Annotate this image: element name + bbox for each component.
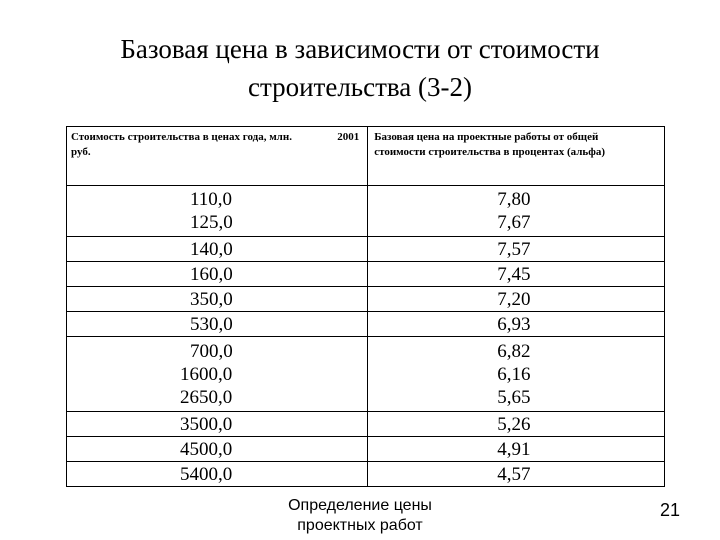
cost-cell bbox=[67, 186, 368, 237]
cost-cell: 160,0 bbox=[67, 262, 368, 287]
slide-title bbox=[0, 30, 720, 106]
cost-cell bbox=[67, 337, 368, 412]
cost-cell: 3500,0 bbox=[67, 412, 368, 437]
header-cost-cell bbox=[67, 127, 368, 186]
title-line-1: Базовая цена в зависимости от стоимости bbox=[120, 34, 600, 64]
cost-cell: 140,0 bbox=[67, 237, 368, 262]
footer-caption bbox=[250, 496, 470, 536]
cost-cell: 5400,0 bbox=[67, 462, 368, 487]
alpha-value: 6,16 bbox=[497, 363, 531, 385]
table-row bbox=[67, 462, 665, 487]
cost-cell: 350,0 bbox=[67, 287, 368, 312]
footer-line-1: Определение цены bbox=[288, 497, 432, 514]
table-row bbox=[67, 312, 665, 337]
alpha-cell: 5,26 bbox=[368, 412, 665, 437]
cost-cell: 4500,0 bbox=[67, 437, 368, 462]
table-row bbox=[67, 262, 665, 287]
table-row bbox=[67, 337, 665, 412]
cost-cell: 530,0 bbox=[67, 312, 368, 337]
alpha-value: 7,67 bbox=[497, 212, 531, 233]
alpha-cell: 4,91 bbox=[368, 437, 665, 462]
cost-value: 1600,0 bbox=[180, 363, 233, 385]
page-number: 21 bbox=[659, 500, 680, 520]
price-table bbox=[66, 126, 665, 487]
table-header-row bbox=[67, 127, 665, 186]
cost-value: 125,0 bbox=[190, 212, 233, 233]
header-alpha-cell bbox=[368, 127, 665, 186]
alpha-cell: 4,57 bbox=[368, 462, 665, 487]
footer-line-2: проектных работ bbox=[297, 517, 423, 534]
alpha-value: 7,80 bbox=[497, 189, 531, 210]
alpha-value: 5,65 bbox=[497, 386, 531, 408]
table-row bbox=[67, 437, 665, 462]
alpha-cell: 7,20 bbox=[368, 287, 665, 312]
cost-value: 700,0 bbox=[190, 340, 233, 362]
table-row bbox=[67, 287, 665, 312]
alpha-cell bbox=[368, 337, 665, 412]
alpha-cell: 7,57 bbox=[368, 237, 665, 262]
header-cost-label: Стоимость строительства в ценах года, млн. руб. bbox=[71, 131, 292, 158]
table-row bbox=[67, 412, 665, 437]
header-alpha-label: Базовая цена на проектные работы от общей стоимости строительства в процентах (альфа) bbox=[374, 131, 606, 158]
alpha-cell: 7,45 bbox=[368, 262, 665, 287]
table-body bbox=[67, 186, 665, 487]
alpha-cell bbox=[368, 186, 665, 237]
cost-value: 110,0 bbox=[190, 189, 233, 210]
alpha-value: 6,82 bbox=[497, 340, 531, 362]
table-row bbox=[67, 186, 665, 237]
alpha-cell: 6,93 bbox=[368, 312, 665, 337]
header-year: 2001 bbox=[337, 131, 360, 143]
table-row bbox=[67, 237, 665, 262]
title-line-2: строительства (3-2) bbox=[247, 72, 472, 102]
cost-value: 2650,0 bbox=[180, 386, 233, 408]
